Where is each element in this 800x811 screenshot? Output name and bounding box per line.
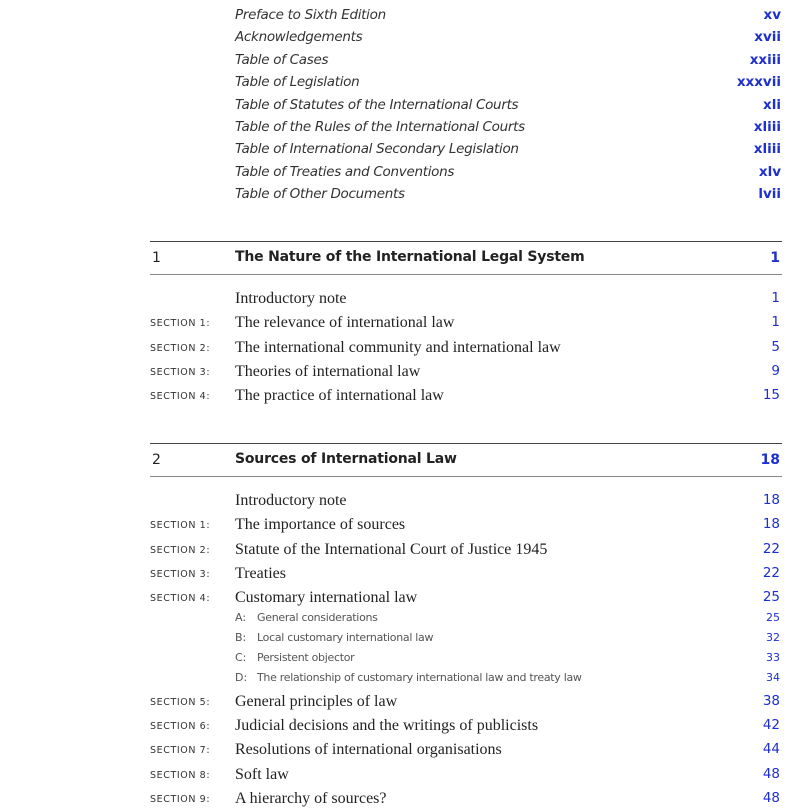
toc-entry-title: Table of the Rules of the International Courts: [235, 118, 525, 135]
toc-entry-table-of-secondary-legislation[interactable]: [0, 139, 800, 161]
toc-entry-preface[interactable]: [0, 5, 800, 27]
toc-subentry[interactable]: [150, 610, 782, 630]
toc-page-number[interactable]: 5: [771, 338, 780, 355]
toc-page-number[interactable]: 9: [771, 362, 780, 379]
toc-subentry[interactable]: [150, 650, 782, 670]
chapter-1: [150, 241, 782, 408]
section-label: SECTION 1:: [150, 318, 211, 330]
toc-entry-section[interactable]: [150, 336, 782, 360]
toc-subentry[interactable]: [150, 630, 782, 650]
toc-entry-title: The relevance of international law: [235, 314, 455, 332]
chapter-heading[interactable]: [150, 443, 782, 477]
toc-entry-section[interactable]: [150, 763, 782, 787]
toc-page-number[interactable]: xliii: [753, 118, 781, 135]
toc-page-number[interactable]: xxxvii: [736, 74, 781, 91]
toc-entry-title: Table of Statutes of the International Courts: [235, 96, 519, 113]
chapter-entries: [150, 275, 782, 408]
toc-entry-section[interactable]: [150, 538, 782, 562]
toc-entry-table-of-rules[interactable]: [0, 117, 800, 139]
subsection-letter: A:: [235, 611, 247, 625]
toc-page-number[interactable]: 22: [762, 540, 780, 557]
toc-page-number[interactable]: 48: [762, 765, 780, 782]
toc-page-number[interactable]: 34: [766, 670, 780, 684]
toc-page-number[interactable]: lvii: [758, 186, 781, 203]
toc-entry-section[interactable]: [150, 311, 782, 335]
toc-entry-title: Treaties: [235, 564, 286, 582]
section-label: SECTION 7:: [150, 745, 211, 757]
front-matter-list: [0, 5, 800, 207]
section-label: SECTION 8:: [150, 769, 211, 781]
toc-entry-title: A hierarchy of sources?: [235, 789, 387, 807]
toc-entry-section[interactable]: [150, 738, 782, 762]
toc-page-number[interactable]: 18: [762, 492, 780, 508]
toc-entry-section[interactable]: [150, 562, 782, 586]
toc-page-number[interactable]: 22: [762, 564, 780, 581]
chapter-number: 2: [152, 452, 161, 468]
toc-page-number[interactable]: 15: [762, 387, 780, 404]
toc-page-number[interactable]: 25: [762, 589, 780, 606]
toc-entry-title: The practice of international law: [235, 387, 444, 405]
toc-page-number[interactable]: 42: [762, 716, 780, 733]
toc-entry-title: Resolutions of international organisations: [235, 741, 502, 759]
toc-entry-title: Table of Other Documents: [235, 186, 405, 203]
toc-page-number[interactable]: 44: [762, 741, 780, 758]
toc-page-number[interactable]: xli: [763, 96, 781, 113]
toc-page-number[interactable]: 1: [771, 314, 780, 331]
toc-page-number[interactable]: xv: [763, 7, 781, 23]
toc-entry-section[interactable]: [150, 690, 782, 714]
chapter-heading[interactable]: [150, 241, 782, 275]
toc-entry-title: Judicial decisions and the writings of publicists: [235, 716, 539, 734]
section-label: SECTION 2:: [150, 342, 211, 354]
toc-entry-title: Table of Cases: [235, 51, 329, 68]
toc-entry-section[interactable]: [150, 513, 782, 537]
toc-subentry[interactable]: [150, 670, 782, 690]
toc-entry-title: The international community and international law: [235, 338, 561, 356]
toc-page-number[interactable]: 38: [762, 692, 780, 709]
toc-entry-title: General principles of law: [235, 692, 398, 710]
toc-page-number[interactable]: 33: [766, 651, 780, 665]
toc-subentry-title: General considerations: [257, 611, 378, 625]
section-label: SECTION 4:: [150, 593, 211, 605]
toc-entry-section[interactable]: [150, 714, 782, 738]
section-label: SECTION 6:: [150, 720, 211, 732]
toc-entry-table-of-treaties[interactable]: [0, 162, 800, 184]
toc-page-number[interactable]: xlv: [758, 163, 781, 180]
section-label: SECTION 9:: [150, 793, 211, 805]
toc-page-number[interactable]: 1: [770, 250, 780, 266]
toc-entry-introductory-note[interactable]: [150, 489, 782, 513]
section-label: SECTION 2:: [150, 544, 211, 556]
toc-page-number[interactable]: 32: [766, 631, 780, 645]
chapter-title: The Nature of the International Legal System: [235, 249, 585, 265]
chapter-number: 1: [152, 250, 161, 266]
toc-entry-title: Statute of the International Court of Justice 1945: [235, 540, 548, 558]
toc-page-number[interactable]: xliii: [753, 141, 781, 158]
toc-entry-table-of-cases[interactable]: [0, 50, 800, 72]
section-label: SECTION 4:: [150, 391, 211, 403]
toc-entry-table-of-statutes[interactable]: [0, 95, 800, 117]
toc-subentry-title: Local customary international law: [257, 631, 434, 645]
toc-entry-introductory-note[interactable]: [150, 287, 782, 311]
toc-entry-table-of-legislation[interactable]: [0, 72, 800, 94]
toc-entry-title: Table of International Secondary Legislation: [235, 141, 519, 158]
toc-entry-title: Table of Legislation: [235, 74, 360, 91]
toc-entry-title: Preface to Sixth Edition: [235, 7, 386, 23]
toc-page-number[interactable]: 25: [766, 611, 780, 625]
toc-page-number[interactable]: xxiii: [749, 51, 781, 68]
toc-entry-title: Customary international law: [235, 589, 418, 607]
toc-entry-section[interactable]: [150, 360, 782, 384]
section-label: SECTION 3:: [150, 568, 211, 580]
toc-subentry-title: Persistent objector: [257, 651, 355, 665]
toc-subentry-title: The relationship of customary international law and treaty law: [257, 670, 582, 684]
toc-entry-table-of-other-documents[interactable]: [0, 184, 800, 206]
chapter-entries: [150, 477, 782, 811]
toc-entry-title: The importance of sources: [235, 516, 406, 534]
toc-entry-title: Introductory note: [235, 290, 347, 307]
chapter-title: Sources of International Law: [235, 451, 457, 467]
toc-page-number[interactable]: 48: [762, 789, 780, 806]
toc-entry-title: Theories of international law: [235, 362, 421, 380]
toc-page-number[interactable]: 18: [762, 516, 780, 533]
toc-page-number[interactable]: xvii: [754, 29, 781, 46]
toc-entry-section[interactable]: [150, 586, 782, 610]
toc-entry-acknowledgements[interactable]: [0, 27, 800, 49]
toc-page-number[interactable]: 1: [771, 290, 780, 306]
toc-page-number[interactable]: 18: [760, 452, 780, 468]
section-label: SECTION 1:: [150, 520, 211, 532]
subsection-letter: D:: [235, 670, 248, 684]
toc-entry-section[interactable]: [150, 787, 782, 811]
toc-entry-title: Soft law: [235, 765, 289, 783]
toc-entry-title: Acknowledgements: [235, 29, 363, 46]
toc-entry-section[interactable]: [150, 384, 782, 408]
subsection-letter: C:: [235, 651, 247, 665]
toc-entry-title: Introductory note: [235, 492, 347, 509]
section-label: SECTION 3:: [150, 366, 211, 378]
chapter-2: [150, 443, 782, 811]
toc-entry-title: Table of Treaties and Conventions: [235, 163, 455, 180]
subsection-letter: B:: [235, 631, 247, 645]
section-label: SECTION 5:: [150, 696, 211, 708]
